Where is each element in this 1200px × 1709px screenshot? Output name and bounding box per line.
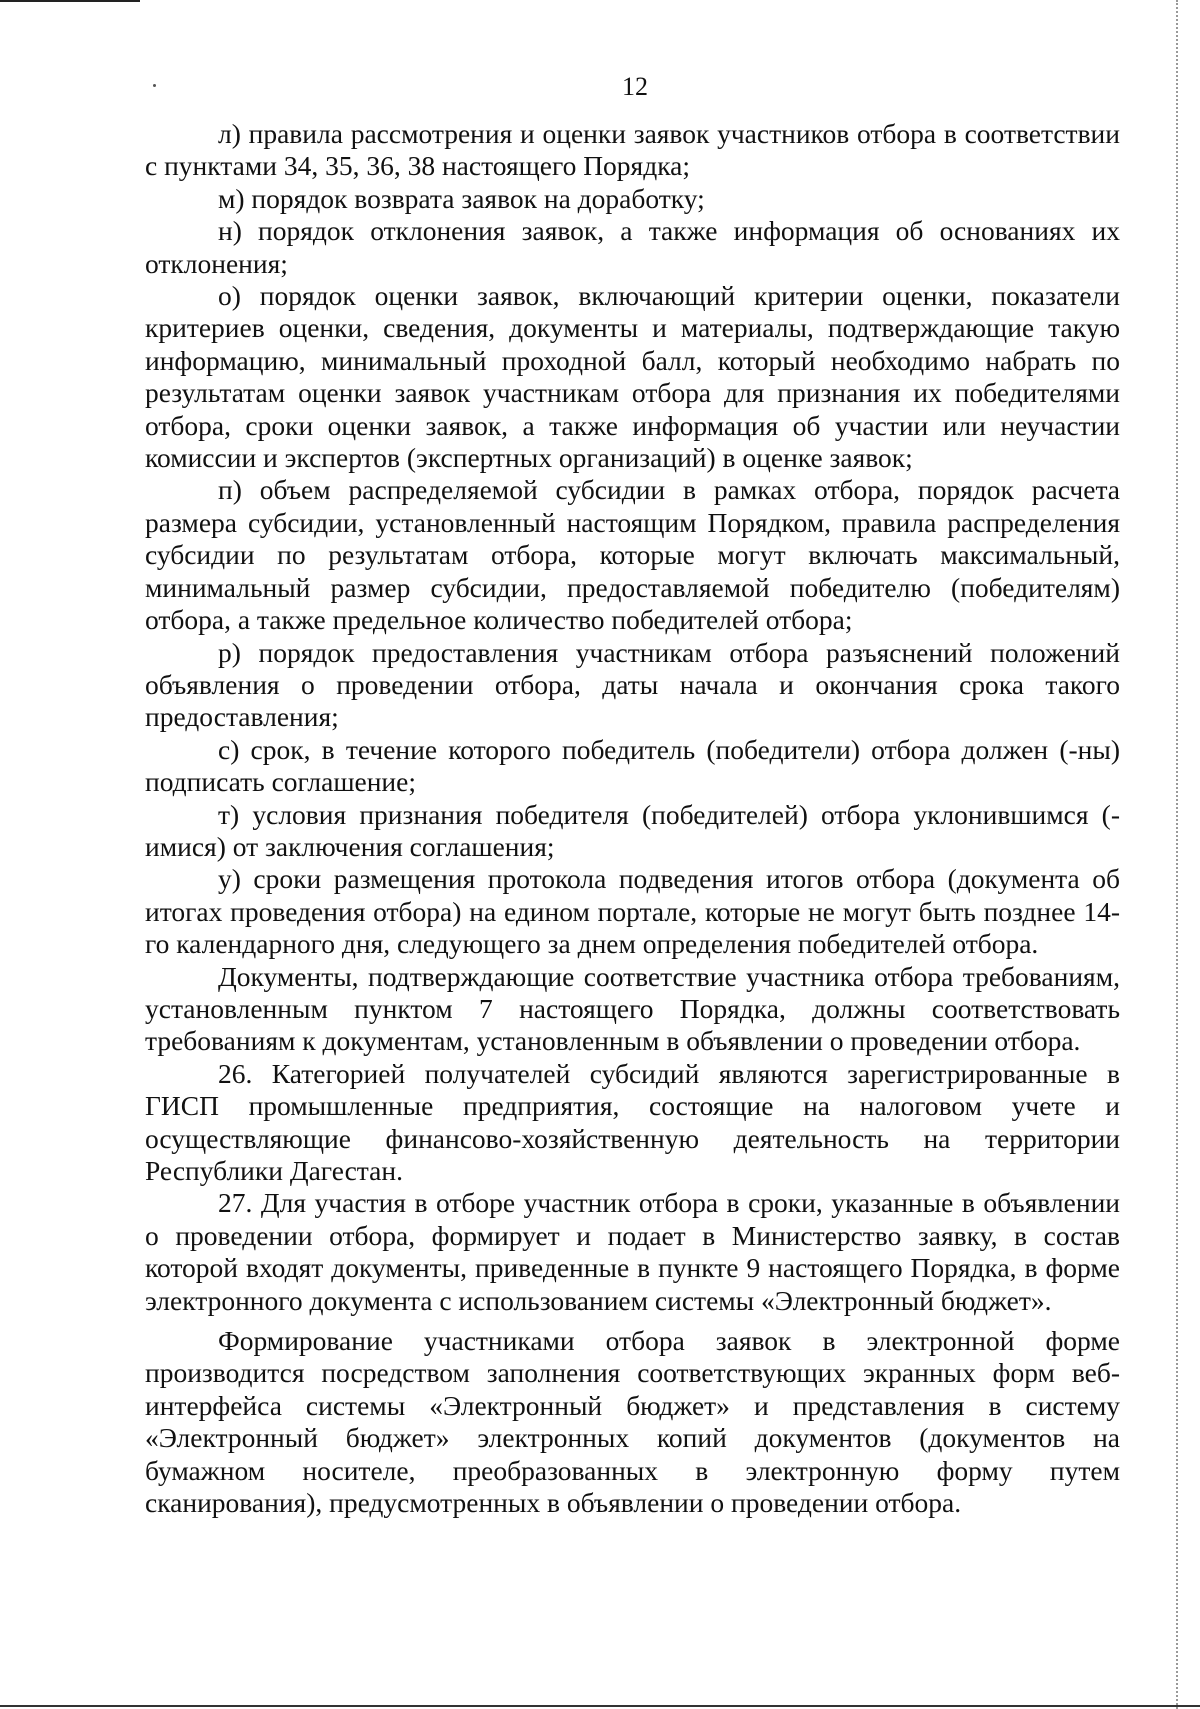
paragraph-t: т) условия признания победителя (победителей) отбора уклонившимся (-имися) от заключения соглашения; [145, 798, 1120, 862]
paragraph-27: 27. Для участия в отборе участник отбора в сроки, указанные в объявлении о проведении отбора, формирует и подает в Министерство заявку, в состав которой входят документы, приведенные в пункте 9 настоящего Порядка, в форме электронного документа с использованием системы «Электронный бюджет». [145, 1187, 1120, 1316]
scan-edge-line-bottom [0, 1705, 1200, 1707]
paragraph-p: п) объем распределяемой субсидии в рамках отбора, порядок расчета размера субсидии, установленный настоящим Порядком, правила распределения субсидии по результатам отбора, которые могут включать максимальный, минимальный размер субсидии, предоставляемой победителю (победителям) отбора, а также предельное количество победителей отбора; [145, 474, 1120, 636]
paragraph-n: н) порядок отклонения заявок, а также информация об основаниях их отклонения; [145, 215, 1120, 279]
paragraph-documents: Документы, подтверждающие соответствие участника отбора требованиям, установленным пунктом 7 настоящего Порядка, должны соответствовать требованиям к документам, установленным в объявлении о проведении отбора. [145, 960, 1120, 1057]
document-body [145, 118, 1120, 1519]
paragraph-s: с) срок, в течение которого победитель (победители) отбора должен (-ны) подписать соглашение; [145, 733, 1120, 798]
paragraph-m: м) порядок возврата заявок на доработку; [218, 182, 705, 214]
scan-edge-dotted [1176, 0, 1178, 1709]
page-number: 12 [622, 72, 648, 101]
paragraph-o: о) порядок оценки заявок, включающий критерии оценки, показатели критериев оценки, сведения, документы и материалы, подтверждающие такую информацию, минимальный проходной балл, который необходимо набрать по результатам оценки заявок участникам отбора для признания их победителями отбора, сроки оценки заявок, а также информация об участии или неучастии комиссии и экспертов (экспертных организаций) в оценке заявок; [145, 280, 1120, 474]
paragraph-l: л) правила рассмотрения и оценки заявок участников отбора в соответствии с пунктами 34, 35, 36, 38 настоящего Порядка; [145, 118, 1120, 182]
paragraph-26: 26. Категорией получателей субсидий являются зарегистрированные в ГИСП промышленные предприятия, состоящие на налоговом учете и осуществляющие финансово-хозяйственную деятельность на территории Республики Дагестан. [145, 1057, 1120, 1186]
paragraph-forming: Формирование участниками отбора заявок в электронной форме производится посредством заполнения соответствующих экранных форм веб-интерфейса системы «Электронный бюджет» и представления в систему «Электронный бюджет» электронных копий документов (документов на бумажном носителе, преобразованных в электронную форму путем сканирования), предусмотренных в объявлении о проведении отбора. [145, 1325, 1120, 1519]
paragraph-r: р) порядок предоставления участникам отбора разъяснений положений объявления о проведении отбора, даты начала и окончания срока такого предоставления; [145, 636, 1120, 733]
paragraph-u: у) сроки размещения протокола подведения итогов отбора (документа об итогах проведения отбора) на едином портале, которые не могут быть позднее 14-го календарного дня, следующего за днем определения победителей отбора. [145, 863, 1120, 960]
scan-edge-line [0, 0, 140, 2]
